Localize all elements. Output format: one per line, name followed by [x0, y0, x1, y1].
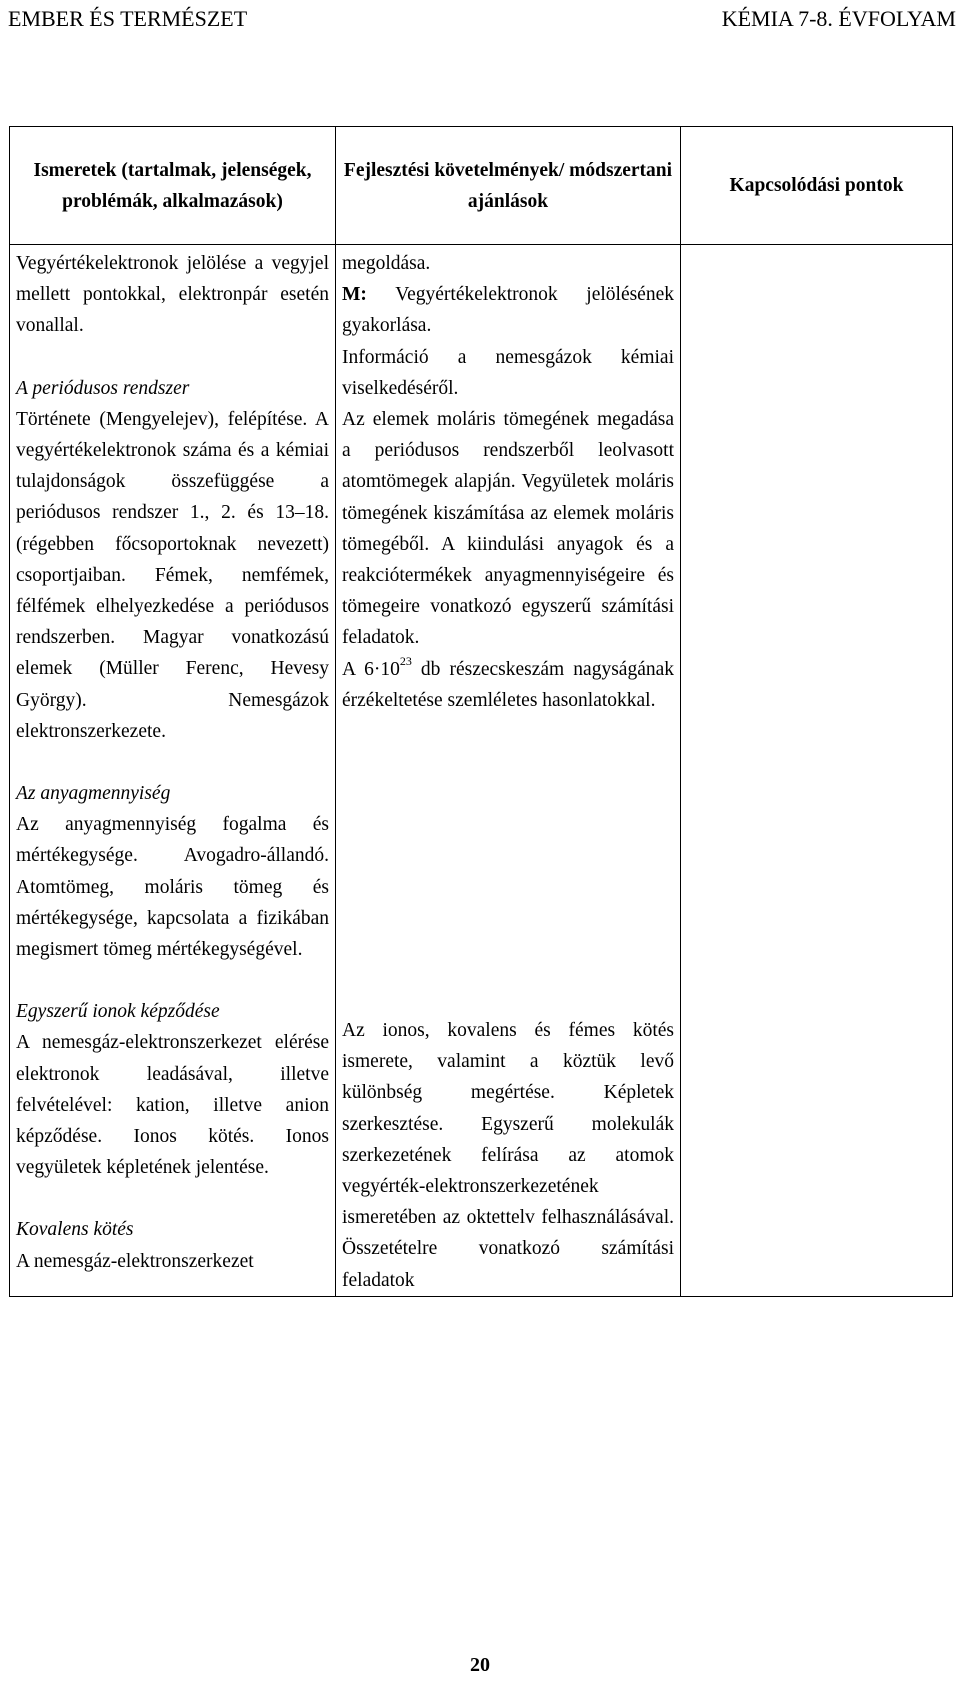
table-header-row [10, 127, 953, 245]
page-number: 20 [470, 1654, 490, 1676]
text-solution: megoldása. [342, 253, 431, 274]
text-avogadro-scale [342, 654, 674, 716]
text-molar-mass: Az elemek moláris tömegének megadása a periódusos rendszerből leolvasott atomtömegek alapján. Vegyületek moláris tömegének kiszámítása az elemek moláris tömegéből. A kiindulási anyagok és a reakciótermékek anyagmennyiségeire és tömegeire vonatkozó egyszerű számítási feladatok. [342, 409, 674, 649]
header-right-title: KÉMIA 7-8. ÉVFOLYAM [721, 6, 956, 31]
text-simple-ions: A nemesgáz-elektronszerkezet elérése elektronok leadásával, illetve felvételével: kation, illetve anion képződése. Ionos kötés. Ionos vegyületek képletének jelentése. [16, 1032, 329, 1179]
avogadro-post: db részecskeszám nagyságának érzékeltetése szemléletes hasonlatokkal. [342, 658, 674, 711]
avogadro-pre: A 6·10 [342, 658, 400, 680]
text-amount-of-substance: Az anyagmennyiség fogalma és mértékegysége. Avogadro-állandó. Atomtömeg, moláris tömeg és mértékegysége, kapcsolata a fizikában megismert tömeg mértékegységével. [16, 814, 329, 961]
heading-amount-of-substance: Az anyagmennyiség [16, 783, 171, 805]
curriculum-table [9, 126, 953, 1297]
header-col-knowledge: Ismeretek (tartalmak, jelenségek, problémák, alkalmazások) [10, 127, 336, 245]
heading-periodic-table: A periódusos rendszer [16, 377, 190, 399]
table-row [10, 245, 953, 1297]
text-valence-notation: Vegyértékelektronok jelölése a vegyjel mellett pontokkal, elektronpár esetén vonallal. [16, 253, 329, 337]
text-bond-types: Az ionos, kovalens és fémes kötés ismerete, valamint a köztük levő különbség megértése. Képletek szerkesztése. Egyszerű molekulák szerkezetének felírása az atomok vegyérték-elektronszerkezetének ismeretében az oktettelv felhasználásával. Összetételre vonatkozó számítási feladatok [342, 1020, 674, 1291]
header-left-title: EMBER ÉS TERMÉSZET [8, 6, 248, 31]
header-col-requirements: Fejlesztési követelmények/ módszertani ajánlások [336, 127, 681, 245]
cell-requirements [336, 245, 681, 1297]
text-covalent-bond: A nemesgáz-elektronszerkezet [16, 1250, 254, 1272]
text-periodic-table: Története (Mengyelejev), felépítése. A vegyértékelektronok száma és a kémiai tulajdonságok összefüggése a periódusos rendszer 1., 2. és 13–18. (régebben főcsoportoknak nevezett) csoportjaiban. Fémek, nemfémek, félfémek elhelyezkedése a periódusos rendszerben. Magyar vonatkozású elemek (Müller Ferenc, Hevesy György). Nemesgázok elektronszerkezete. [16, 408, 329, 742]
method-label: M: [342, 284, 367, 306]
cell-connections [681, 245, 953, 1297]
header-col-connections: Kapcsolódási pontok [681, 127, 953, 245]
text-noble-gas-info: Információ a nemesgázok kémiai viselkedéséről. [342, 346, 674, 399]
heading-covalent-bond: Kovalens kötés [16, 1219, 134, 1241]
page-header [8, 4, 956, 34]
heading-simple-ions: Egyszerű ionok képződése [16, 1001, 220, 1023]
method-text: Vegyértékelektronok jelölésének gyakorlása. [342, 284, 674, 337]
text-method-valence [342, 279, 674, 341]
avogadro-exponent: 23 [399, 654, 412, 669]
cell-knowledge [10, 245, 336, 1297]
